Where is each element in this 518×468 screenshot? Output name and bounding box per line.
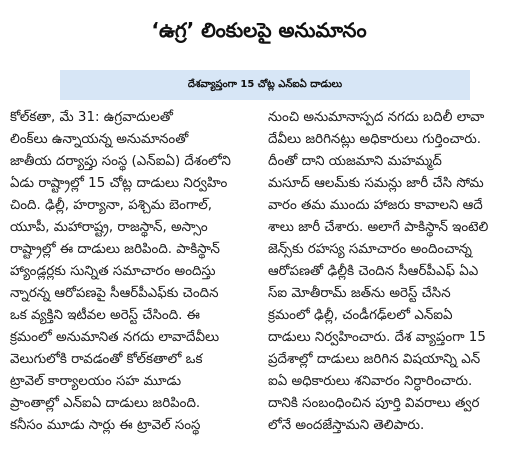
- article-text-line: దేవీలు జరిగినట్లు అధికారులు గుర్తించారు.: [268, 132, 482, 147]
- article-text-line: దాడులు నిర్వహించారు. దేశ వ్యాప్తంగా 15: [268, 330, 486, 345]
- article-text-line: మసూద్ ఆలమ్‌కు సమన్లు జారీ చేసి సోమ: [268, 176, 484, 191]
- article-text-line: క్రమంలో ఢిల్లీ, చండీగఢ్‌లలో ఎన్‌ఐఏ: [268, 308, 453, 323]
- article-text-line: దీంతో దాని యజమాని మహమ్మద్: [268, 154, 442, 169]
- headline: ‘ఉగ్ర’ లింకులపై అనుమానం: [151, 18, 367, 42]
- article-text-line: ఐఏ అధికారులు శనివారం నిర్ధారించారు.: [268, 374, 473, 389]
- article-text-line: వెలుగులోకి రావడంతో కోల్‌కతాలో ఒక: [10, 352, 203, 367]
- article-text-line: ట్రావెల్ కార్యాలయం సహ మూడు: [10, 374, 182, 389]
- article-text-line: ప్రాంతాల్లో ఎన్‌ఐఏ దాడులు జరిపింది.: [10, 396, 201, 411]
- subheadline: దేశవ్యాప్తంగా 15 చోట్ల ఎన్‌ఐఏ దాడులు: [187, 79, 343, 90]
- article-text-line: రాష్ట్రాల్లో ఈ దాడులు జరిపింది. పాకిస్థాన్: [10, 242, 220, 257]
- article-text-line: ఏడు రాష్ట్రాల్లో 15 చోట్ల దాడులు నిర్వహిం: [10, 176, 228, 191]
- article-text-line: చింది. ఢిల్లీ, హర్యానా, పశ్చిమ బెంగాల్,: [10, 198, 213, 213]
- article-text-line: లింక్‌లు ఉన్నాయన్న అనుమానంతో: [10, 132, 189, 147]
- article-text-line: ఒక వ్యక్తిని ఇటీవల అరెస్ట్ చేసింది. ఈ: [10, 308, 200, 323]
- article-text-line: ప్రదేశాల్లో దాడులు జరిగిన విషయాన్ని ఎన్: [268, 352, 481, 367]
- article-text-line: యూపీ, మహారాష్ట్ర, రాజస్థాన్, అస్సాం: [10, 220, 208, 235]
- article-text-line: జెన్స్‌కు రహస్య సమాచారం అందించాన్న: [268, 242, 472, 257]
- article-text-line: దానికి సంబంధించిన పూర్తి వివరాలు త్వర: [268, 396, 480, 411]
- article-text-line: న్నారన్న ఆరోపణపై సీఆర్‌పీఎఫ్‌కు చెందిన: [10, 286, 219, 301]
- article-text-line: క్రమంలో అనుమానిత నగదు లావాదేవీలు: [10, 330, 220, 345]
- article-text-line: కనీసం మూడు సార్లు ఈ ట్రావెల్ సంస్థ: [10, 418, 201, 433]
- article-text-line: స్‌ఐ మోతీరామ్ జత్‌ను అరెస్ట్ చేసిన: [268, 286, 451, 301]
- article-column-left: [10, 107, 261, 437]
- article-text-line: వారం తమ ముందు హాజరు కావాలని ఆదే: [268, 198, 483, 213]
- article-text-line: శాలు జారీ చేశారు. అలాగే పాకిస్థాన్ ఇంటెలి: [268, 220, 489, 235]
- article-text-line: కోల్‌కతా, మే 31: ఉగ్రవాదులతో: [10, 110, 173, 125]
- article-text-line: లోనే అందజేస్తామని తెలిపారు.: [268, 418, 425, 433]
- article-text-line: నుంచి అనుమానాస్పద నగదు బదిలీ లావా: [268, 110, 485, 125]
- article-text-line: జాతీయ దర్యాప్తు సంస్థ (ఎన్‌ఐఏ) దేశంలోని: [10, 154, 231, 169]
- article-column-right: [268, 107, 512, 437]
- article-text-line: ఆరోపణతో ఢిల్లీకి చెందిన సీఆర్‌పీఎఫ్ ఏఎ: [268, 264, 479, 279]
- article-text-line: హ్యాండ్లర్లకు సున్నిత సమాచారం అందిస్తు: [10, 264, 216, 279]
